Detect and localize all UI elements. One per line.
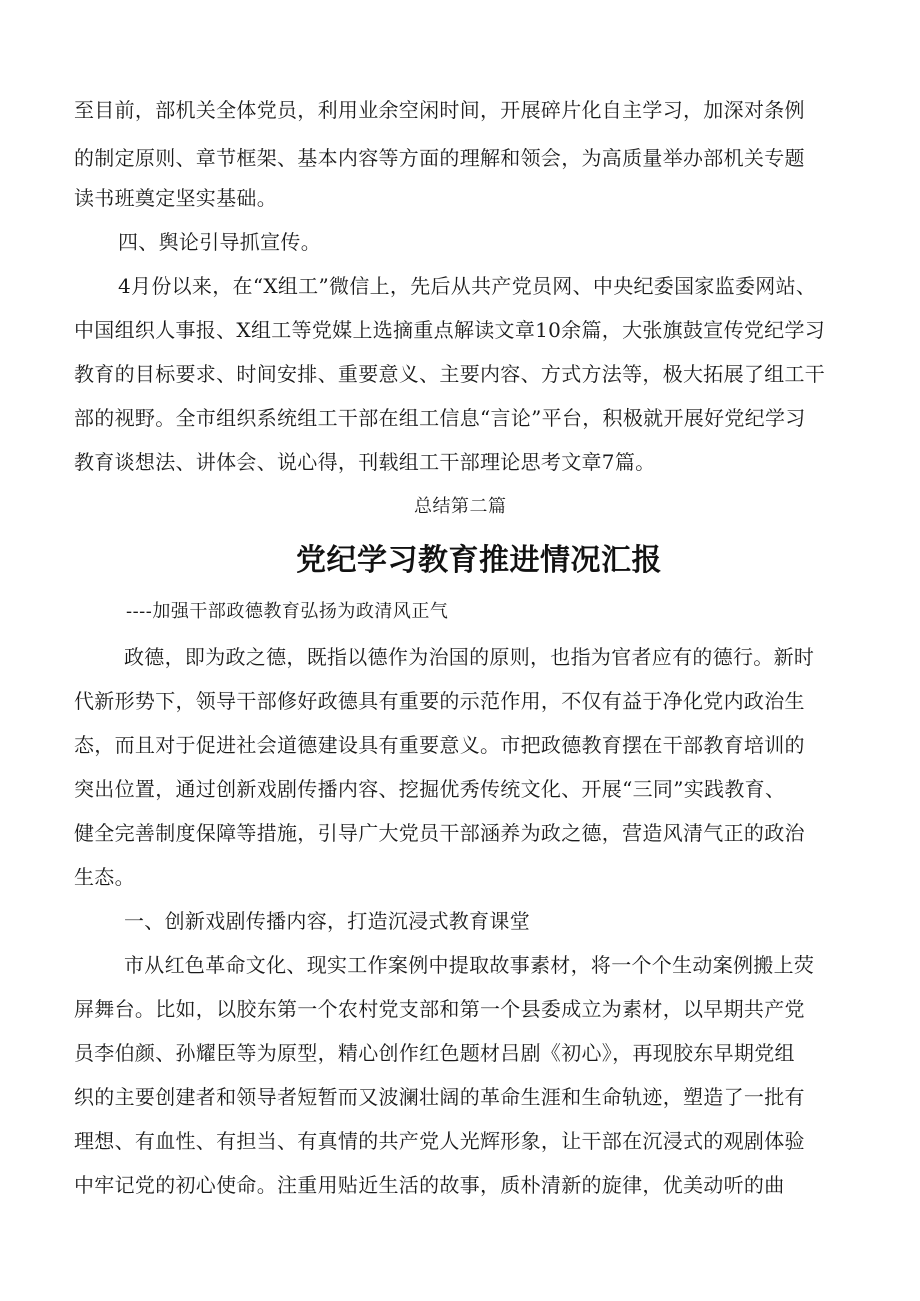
body-line: 的制定原则、章节框架、基本内容等方面的理解和领会，为高质量举办部机关专题 [74, 146, 805, 170]
body-line: 部的视野。全市组织系统组工干部在组工信息“言论”平台，积极就开展好党纪学习 [74, 406, 806, 430]
body-line: 教育谈想法、讲体会、说心得，刊载组工干部理论思考文章7篇。 [74, 450, 656, 474]
body-line: 中国组织人事报、X组工等党媒上选摘重点解读文章10余篇，大张旗鼓宣传党纪学习 [74, 318, 826, 342]
body-line: 4月份以来，在“X组工”微信上，先后从共产党员网、中央纪委国家监委网站、 [118, 274, 817, 298]
document-subtitle: ----加强干部政德教育弘扬为政清风正气 [126, 601, 449, 622]
body-line: 员李伯颜、孙耀臣等为原型，精心创作红色题材吕剧《初心》，再现胶东早期党组 [74, 1041, 795, 1065]
body-line: 织的主要创建者和领导者短暂而又波澜壮阔的革命生涯和生命轨迹，塑造了一批有 [74, 1085, 805, 1109]
body-line: 政德，即为政之德，既指以德作为治国的原则，也指为官者应有的德行。新时 [124, 645, 815, 669]
section-heading: 四、舆论引导抓宣传。 [118, 230, 321, 254]
body-line: 理想、有血性、有担当、有真情的共产党人光辉形象，让干部在沉浸式的观剧体验 [74, 1129, 805, 1153]
body-line: 生态。 [74, 865, 135, 889]
body-line: 突出位置，通过创新戏剧传播内容、挖掘优秀传统文化、开展“三同”实践教育、 [74, 777, 786, 801]
piece-label: 总结第二篇 [414, 496, 507, 517]
body-line: 态，而且对于促进社会道德建设具有重要意义。市把政德教育摆在干部教育培训的 [74, 733, 805, 757]
document-title: 党纪学习教育推进情况汇报 [296, 543, 662, 578]
body-line: 读书班奠定坚实基础。 [74, 186, 277, 210]
body-line: 中牢记党的初心使命。注重用贴近生活的故事，质朴清新的旋律，优美动听的曲 [74, 1173, 785, 1197]
section-heading: 一、创新戏剧传播内容，打造沉浸式教育课堂 [124, 909, 530, 933]
body-line: 健全完善制度保障等措施，引导广大党员干部涵养为政之德，营造风清气正的政治 [74, 821, 805, 845]
body-line: 市从红色革命文化、现实工作案例中提取故事素材，将一个个生动案例搬上荧 [124, 953, 815, 977]
body-line: 屏舞台。比如，以胶东第一个农村党支部和第一个县委成立为素材，以早期共产党 [74, 997, 805, 1021]
body-line: 教育的目标要求、时间安排、重要意义、主要内容、方式方法等，极大拓展了组工干 [74, 362, 826, 386]
body-line: 代新形势下，领导干部修好政德具有重要的示范作用，不仅有益于净化党内政治生 [74, 689, 805, 713]
body-line: 至目前，部机关全体党员，利用业余空闲时间，开展碎片化自主学习，加深对条例 [74, 98, 805, 122]
